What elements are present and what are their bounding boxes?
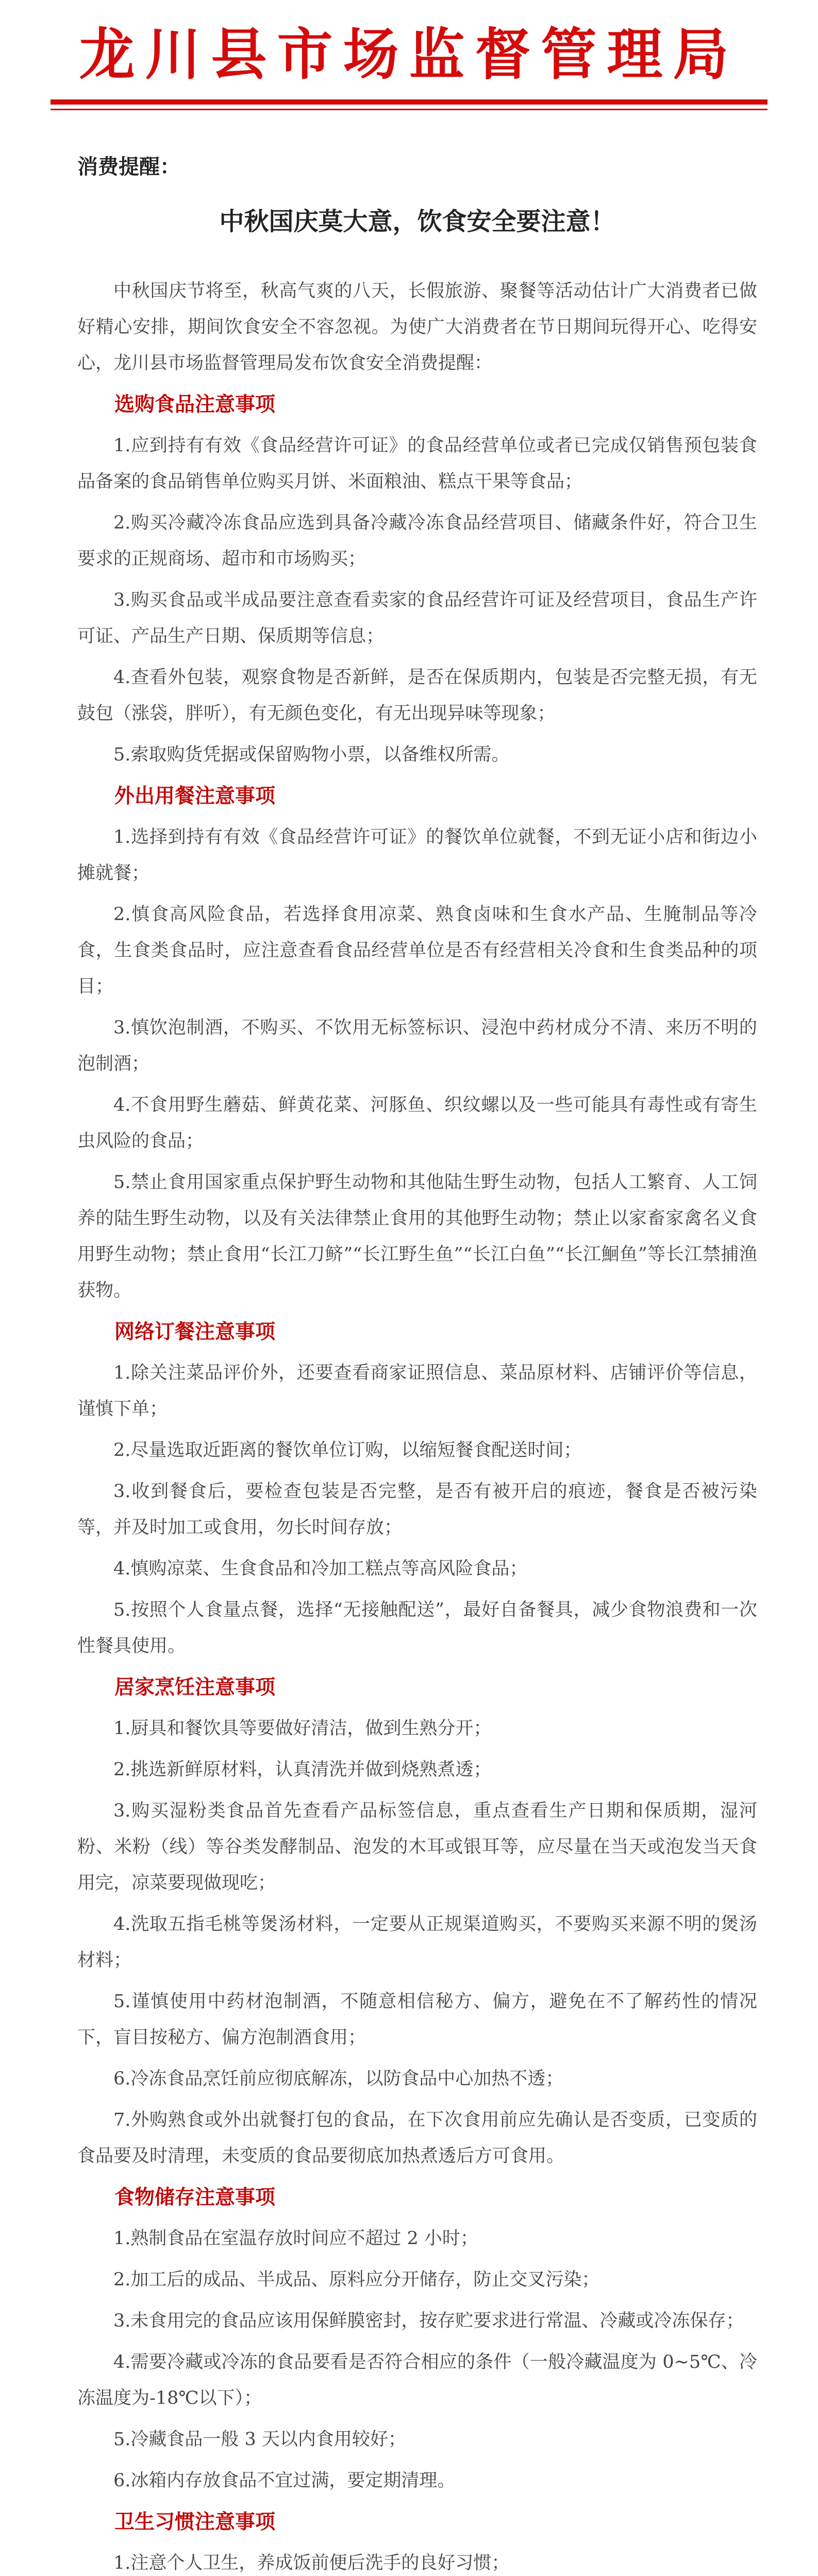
section-item: 1.厨具和餐饮具等要做好清洁，做到生熟分开； (113, 1718, 492, 1739)
section-item: 6.冷冻食品烹饪前应彻底解冻，以防食品中心加热不透； (113, 2068, 564, 2089)
section-item: 1.选择到持有有效《食品经营许可证》的餐饮单位就餐，不到无证小店和街边小摊就餐； (77, 826, 757, 884)
section-heading: 外出用餐注意事项 (114, 784, 276, 808)
section-item: 1.注意个人卫生，养成饭前便后洗手的良好习惯； (113, 2552, 510, 2573)
notice-title: 中秋国庆莫大意，饮食安全要注意！ (219, 207, 615, 236)
section-heading: 卫生习惯注意事项 (114, 2510, 276, 2534)
section-item: 2.尽量选取近距离的餐饮单位订购，以缩短餐食配送时间； (113, 1439, 582, 1461)
section-item: 3.未食用完的食品应该用保鲜膜密封，按存贮要求进行常温、冷藏或冷冻保存； (113, 2310, 744, 2331)
section-item: 3.购买食品或半成品要注意查看卖家的食品经营许可证及经营项目，食品生产许可证、产品生产日期、保质期等信息； (77, 589, 757, 647)
section-item: 3.慎饮泡制酒，不购买、不饮用无标签标识、浸泡中药材成分不清、来历不明的泡制酒； (77, 1017, 757, 1074)
section-item: 4.慎购凉菜、生食食品和冷加工糕点等高风险食品； (113, 1558, 528, 1579)
section-item: 4.洗取五指毛桃等煲汤材料，一定要从正规渠道购买，不要购买来源不明的煲汤材料； (77, 1913, 757, 1971)
masthead-divider-thin (51, 109, 767, 110)
section-item: 5.谨慎使用中药材泡制酒，不随意相信秘方、偏方，避免在不了解药性的情况下，盲目按秘方、偏方泡制酒食用； (77, 1991, 757, 2048)
masthead (0, 0, 818, 86)
section-heading: 选购食品注意事项 (114, 392, 276, 416)
section-item: 4.查看外包装，观察食物是否新鲜，是否在保质期内，包装是否完整无损，有无鼓包（涨袋，胖听），有无颜色变化，有无出现异味等现象； (77, 667, 757, 724)
masthead-divider-thick (51, 99, 767, 105)
section-heading: 食物储存注意事项 (114, 2185, 276, 2209)
section-item: 2.加工后的成品、半成品、原料应分开储存，防止交叉污染； (113, 2269, 600, 2290)
section-heading: 居家烹饪注意事项 (114, 1675, 276, 1699)
agency-title: 龙川县市场监督管理局 (79, 23, 739, 87)
section-item: 2.挑选新鲜原材料，认真清洗并做到烧熟煮透； (113, 1759, 492, 1780)
section-item: 1.应到持有有效《食品经营许可证》的食品经营单位或者已完成仅销售预包装食品备案的食品销售单位购买月饼、米面粮油、糕点干果等食品； (77, 435, 757, 492)
section-item: 4.需要冷藏或冷冻的食品要看是否符合相应的条件（一般冷藏温度为 0~5℃、冷冻温度为-18℃以下）； (77, 2351, 757, 2409)
section-item: 2.慎食高风险食品，若选择食用凉菜、熟食卤味和生食水产品、生腌制品等冷食，生食类食品时，应注意查看食品经营单位是否有经营相关冷食和生食类品种的项目； (77, 904, 757, 997)
section-item: 3.收到餐食后，要检查包装是否完整，是否有被开启的痕迹，餐食是否被污染等，并及时加工或食用，勿长时间存放； (77, 1481, 757, 1538)
section-item: 6.冰箱内存放食品不宜过满，要定期清理。 (113, 2470, 456, 2491)
section-item: 1.除关注菜品评价外，还要查看商家证照信息、菜品原材料、店铺评价等信息，谨慎下单； (77, 1362, 757, 1419)
section-heading: 网络订餐注意事项 (114, 1319, 276, 1344)
notice-label: 消费提醒： (77, 154, 180, 179)
section-item: 1.熟制食品在室温存放时间应不超过 2 小时； (113, 2228, 478, 2249)
section-item: 7.外购熟食或外出就餐打包的食品，在下次食用前应先确认是否变质，已变质的食品要及时清理，未变质的食品要彻底加热煮透后方可食用。 (77, 2109, 757, 2166)
intro-paragraph: 中秋国庆节将至，秋高气爽的八天，长假旅游、聚餐等活动估计广大消费者已做好精心安排，期间饮食安全不容忽视。为使广大消费者在节日期间玩得开心、吃得安心，龙川县市场监督管理局发布饮食安全消费提醒： (77, 280, 757, 374)
section-item: 3.购买湿粉类食品首先查看产品标签信息，重点查看生产日期和保质期，湿河粉、米粉（线）等谷类发酵制品、泡发的木耳或银耳等，应尽量在当天或泡发当天食用完，凉菜要现做现吃； (77, 1800, 757, 1893)
section-item: 5.冷藏食品一般 3 天以内食用较好； (113, 2429, 406, 2450)
section-item: 4.不食用野生蘑菇、鲜黄花菜、河豚鱼、织纹螺以及一些可能具有毒性或有寄生虫风险的食品； (77, 1094, 757, 1151)
sections-container (77, 386, 757, 2576)
document-body (0, 150, 818, 2576)
section-item: 5.索取购货凭据或保留购物小票，以备维权所需。 (113, 744, 510, 765)
section-item: 5.禁止食用国家重点保护野生动物和其他陆生野生动物，包括人工繁育、人工饲养的陆生野生动物，以及有关法律禁止食用的其他野生动物；禁止以家畜家禽名义食用野生动物；禁止食用“长江刀鲚”“长江野生鱼”“长江白鱼”“长江鮰鱼”等长江禁捕渔获物。 (77, 1172, 757, 1301)
section-item: 5.按照个人食量点餐，选择“无接触配送”，最好自备餐具，减少食物浪费和一次性餐具使用。 (77, 1599, 757, 1656)
section-item: 2.购买冷藏冷冻食品应选到具备冷藏冷冻食品经营项目、储藏条件好，符合卫生要求的正规商场、超市和市场购买； (77, 512, 757, 569)
